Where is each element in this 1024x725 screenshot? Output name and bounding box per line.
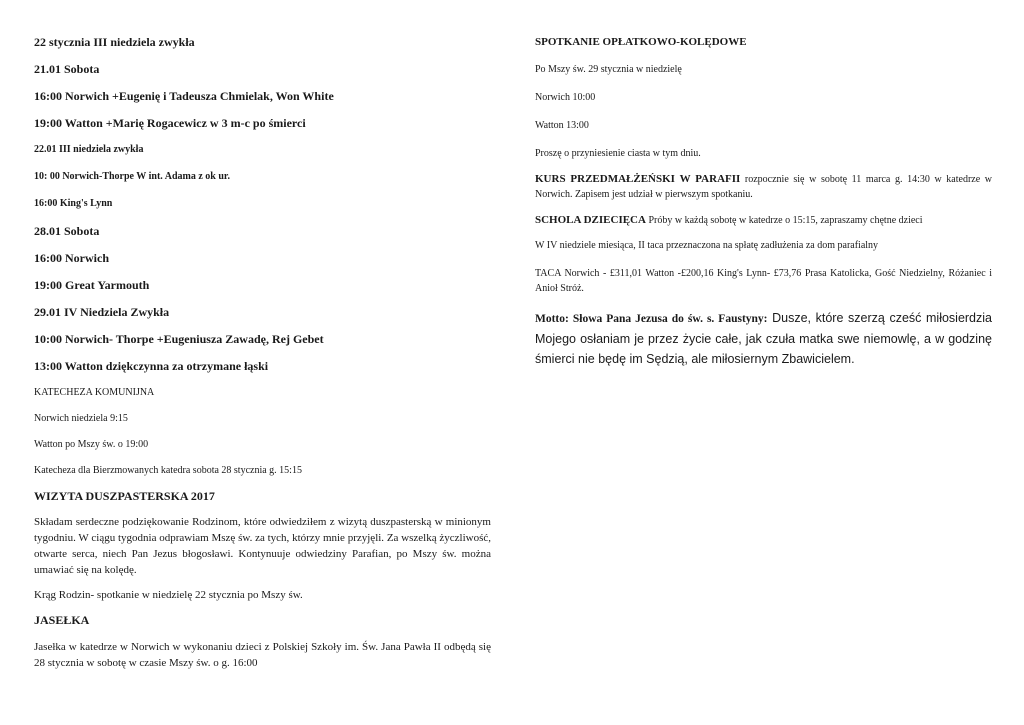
katecheza-norwich: Norwich niedziela 9:15 (34, 413, 128, 424)
jaselka-title: JASEŁKA (34, 613, 90, 627)
spotkanie-date: Po Mszy św. 29 stycznia w niedzielę (535, 64, 682, 75)
date-saturday-21: 21.01 Sobota (34, 62, 100, 76)
katecheza-watton: Watton po Mszy św. o 19:00 (34, 439, 149, 450)
kurs-title: KURS PRZEDMAŁŻEŃSKI W PARAFII (535, 173, 741, 185)
mass-entry-watton: 19:00 Watton +Marię Rogacewicz w 3 m-c po śmierci (34, 116, 306, 130)
motto-label: Motto: Słowa Pana Jezusa do św. s. Faustyny: (535, 313, 768, 325)
kurs-paragraph (535, 171, 992, 202)
mass-entry-kings-lynn: 16:00 King's Lynn (34, 198, 113, 209)
mass-entry-thorpe-29: 10:00 Norwich- Thorpe +Eugeniusza Zawadę, Rej Gebet (34, 332, 324, 346)
wizyta-title: WIZYTA DUSZPASTERSKA 2017 (34, 489, 215, 503)
schola-paragraph (535, 212, 992, 228)
date-sunday-22: 22.01 III niedziela zwykła (34, 144, 144, 155)
kurs-text: rozpocznie się w sobotę 11 marca g. 14:30 w katedrze w Norwich. Zapisem jest udział w pierwszym spotkaniu. (535, 174, 992, 200)
schola-text: Próby w każdą sobotę w katedrze o 15:15, zapraszamy chętne dzieci (645, 215, 923, 226)
date-saturday-28: 28.01 Sobota (34, 224, 100, 238)
wizyta-text: Składam serdeczne podziękowanie Rodzinom, które odwiedziłem z wizytą duszpasterską w minionym tygodniu. W ciągu tygodnia odprawiam Mszę św. za tych, którzy mnie przyjęli. Za wszelką życzliwość, otwarte serca, niech Pan Jezus błogosławi. Kontynuuje odwiedziny Parafian, po Mszy św. można umawiać się na kolędę. (34, 516, 491, 576)
spotkanie-note: Proszę o przyniesienie ciasta w tym dniu. (535, 148, 701, 159)
left-column (34, 34, 491, 671)
jaselka-text: Jasełka w katedrze w Norwich w wykonaniu dzieci z Polskiej Szkoły im. Św. Jana Pawła II odbędą się 28 stycznia w sobotę w czasie Mszy św. o g. 16:00 (34, 641, 491, 669)
mass-entry-watton-29: 13:00 Watton dziękczynna za otrzymane łąski (34, 359, 269, 373)
mass-entry-yarmouth: 19:00 Great Yarmouth (34, 278, 150, 292)
spotkanie-title: SPOTKANIE OPŁATKOWO-KOLĘDOWE (535, 36, 747, 48)
schola-title: SCHOLA DZIECIĘCA (535, 214, 646, 226)
date-sunday-29: 29.01 IV Niedziela Zwykła (34, 305, 170, 319)
motto-paragraph (535, 308, 992, 369)
motto-text: Dusze, które szerzą cześć miłosierdzia Mojego osłaniam je przez życie całe, jak czuła matka swe niemowlę, a w godzinę śmierci nie będę im Sędzią, ale miłosiernym Zbawicielem. (535, 311, 992, 366)
sunday-heading: 22 stycznia III niedziela zwykła (34, 35, 195, 49)
katecheza-title: KATECHEZA KOMUNIJNA (34, 387, 155, 398)
spotkanie-norwich: Norwich 10:00 (535, 92, 596, 103)
mass-entry-norwich-28: 16:00 Norwich (34, 251, 109, 265)
taca-niedziela-text: W IV niedziele miesiąca, II taca przeznaczona na spłatę zadłużenia za dom parafialny (535, 240, 879, 251)
right-column (535, 34, 992, 369)
krag-rodzin-text: Krąg Rodzin- spotkanie w niedzielę 22 stycznia po Mszy św. (34, 589, 303, 601)
spotkanie-watton: Watton 13:00 (535, 120, 589, 131)
taca-text: TACA Norwich - £311,01 Watton -£200,16 King's Lynn- £73,76 Prasa Katolicka, Gość Niedzielny, Różaniec i Anioł Stróż. (535, 268, 992, 294)
mass-entry-thorpe: 10: 00 Norwich-Thorpe W int. Adama z ok ur. (34, 171, 230, 182)
mass-entry-norwich: 16:00 Norwich +Eugenię i Tadeusza Chmielak, Won White (34, 89, 334, 103)
katecheza-bierzmowanie: Katecheza dla Bierzmowanych katedra sobota 28 stycznia g. 15:15 (34, 465, 302, 476)
